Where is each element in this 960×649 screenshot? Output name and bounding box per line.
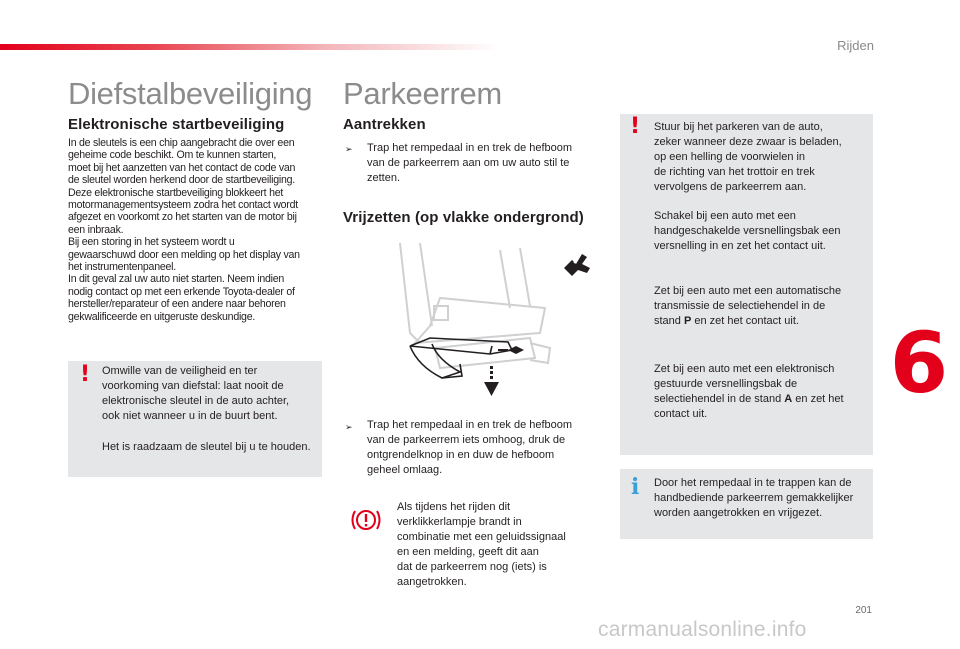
page-title-diefstal: Diefstalbeveiliging (68, 76, 313, 111)
theft-warning-text-2: Het is raadzaam de sleutel bij u te houden. (102, 441, 311, 453)
parking-warning-p3 (654, 284, 870, 329)
brake-alert-text: Als tijdens het rijden dit verklikkerlampje brandt in combinatie met een geluidssignaal en een melding, geeft dit aan dat de parkeerrem nog (iets) is aangetrokken. (397, 501, 566, 588)
section-label: Rijden (837, 38, 874, 53)
p3-text: Zet bij een auto met een automatische transmissie de selectiehendel in de stand (654, 285, 842, 327)
parking-warning-p4 (654, 362, 870, 422)
p3-text-end: en zet het contact uit. (691, 315, 799, 327)
chapter-number: 6 (889, 314, 949, 412)
exclamation-icon: ! (80, 362, 91, 387)
p4-text-end: en zet het contact uit. (654, 393, 844, 420)
subtitle-vrijzetten: Vrijzetten (op vlakke ondergrond) (343, 209, 584, 226)
brake-warning-icon (350, 506, 382, 534)
step-bullet-icon: ➢ (345, 144, 353, 154)
startbeveiliging-body (68, 137, 328, 323)
startbeveiliging-text: In de sleutels is een chip aangebracht die over een geheime code beschikt. Om te kunnen starten, moet bij het aanzetten van het contact de code van de sleutel worden herkend door de startbeveiliging. Deze elektronische startbeveiliging blokkeert het motormanagementsysteem zodra het contact wordt afgezet en voorkomt zo het starten van de motor bij een inbraak. Bij een storing in het systeem wordt u gewaarschuwd door een melding op het display van het instrumentenpaneel. In dit geval zal uw auto niet starten. Neem indien nodig contact op met een erkende Toyota-dealer of hersteller/reparateur of een andere naar behoren gekwalificeerde en uitgeruste deskundige. (68, 137, 300, 323)
theft-warning-text-1: Omwille van de veiligheid en ter voorkoming van diefstal: laat nooit de elektronische sleutel in de auto achter, ook niet wanneer u in de buurt bent. (102, 365, 290, 422)
subtitle-aantrekken: Aantrekken (343, 116, 426, 133)
info-box-text (654, 476, 870, 521)
info-icon: i (631, 474, 640, 500)
parking-brake-illustration (380, 238, 560, 398)
p4-bold: A (784, 393, 793, 405)
hand-lever-icon (560, 246, 594, 280)
page-number: 201 (855, 605, 872, 616)
parking-warning-p1: Stuur bij het parkeren van de auto, zeker wanneer deze zwaar is beladen, op een helling de voorwielen in de richting van het trottoir en trek vervolgens de parkeerrem aan. (654, 121, 842, 193)
top-accent-bar (0, 44, 500, 50)
p3-bold: P (683, 315, 692, 327)
exclamation-icon: ! (630, 114, 641, 139)
step-aantrekken-text: Trap het rempedaal in en trek de hefboom van de parkeerrem aan om uw auto stil te zetten. (367, 142, 573, 184)
info-text: Door het rempedaal in te trappen kan de handbediende parkeerrem gemakkelijker worden aangetrokken en vrijgezet. (654, 477, 854, 519)
p4-text: Zet bij een auto met een elektronisch gestuurde versnellingsbak de selectiehendel in de stand (654, 363, 835, 405)
subtitle-startbeveiliging: Elektronische startbeveiliging (68, 116, 285, 133)
parking-warning-p2: Schakel bij een auto met een handgeschakelde versnellingsbak een versnelling in en zet het contact uit. (654, 210, 841, 252)
watermark: carmanualsonline.info (598, 618, 807, 641)
step-vrijzetten-text: Trap het rempedaal in en trek de hefboom van de parkeerrem iets omhoog, druk de ontgrendelknop in en duw de hefboom geheel omlaag. (367, 419, 573, 476)
page-title-parkeerrem: Parkeerrem (343, 76, 502, 111)
step-bullet-icon: ➢ (345, 422, 353, 432)
